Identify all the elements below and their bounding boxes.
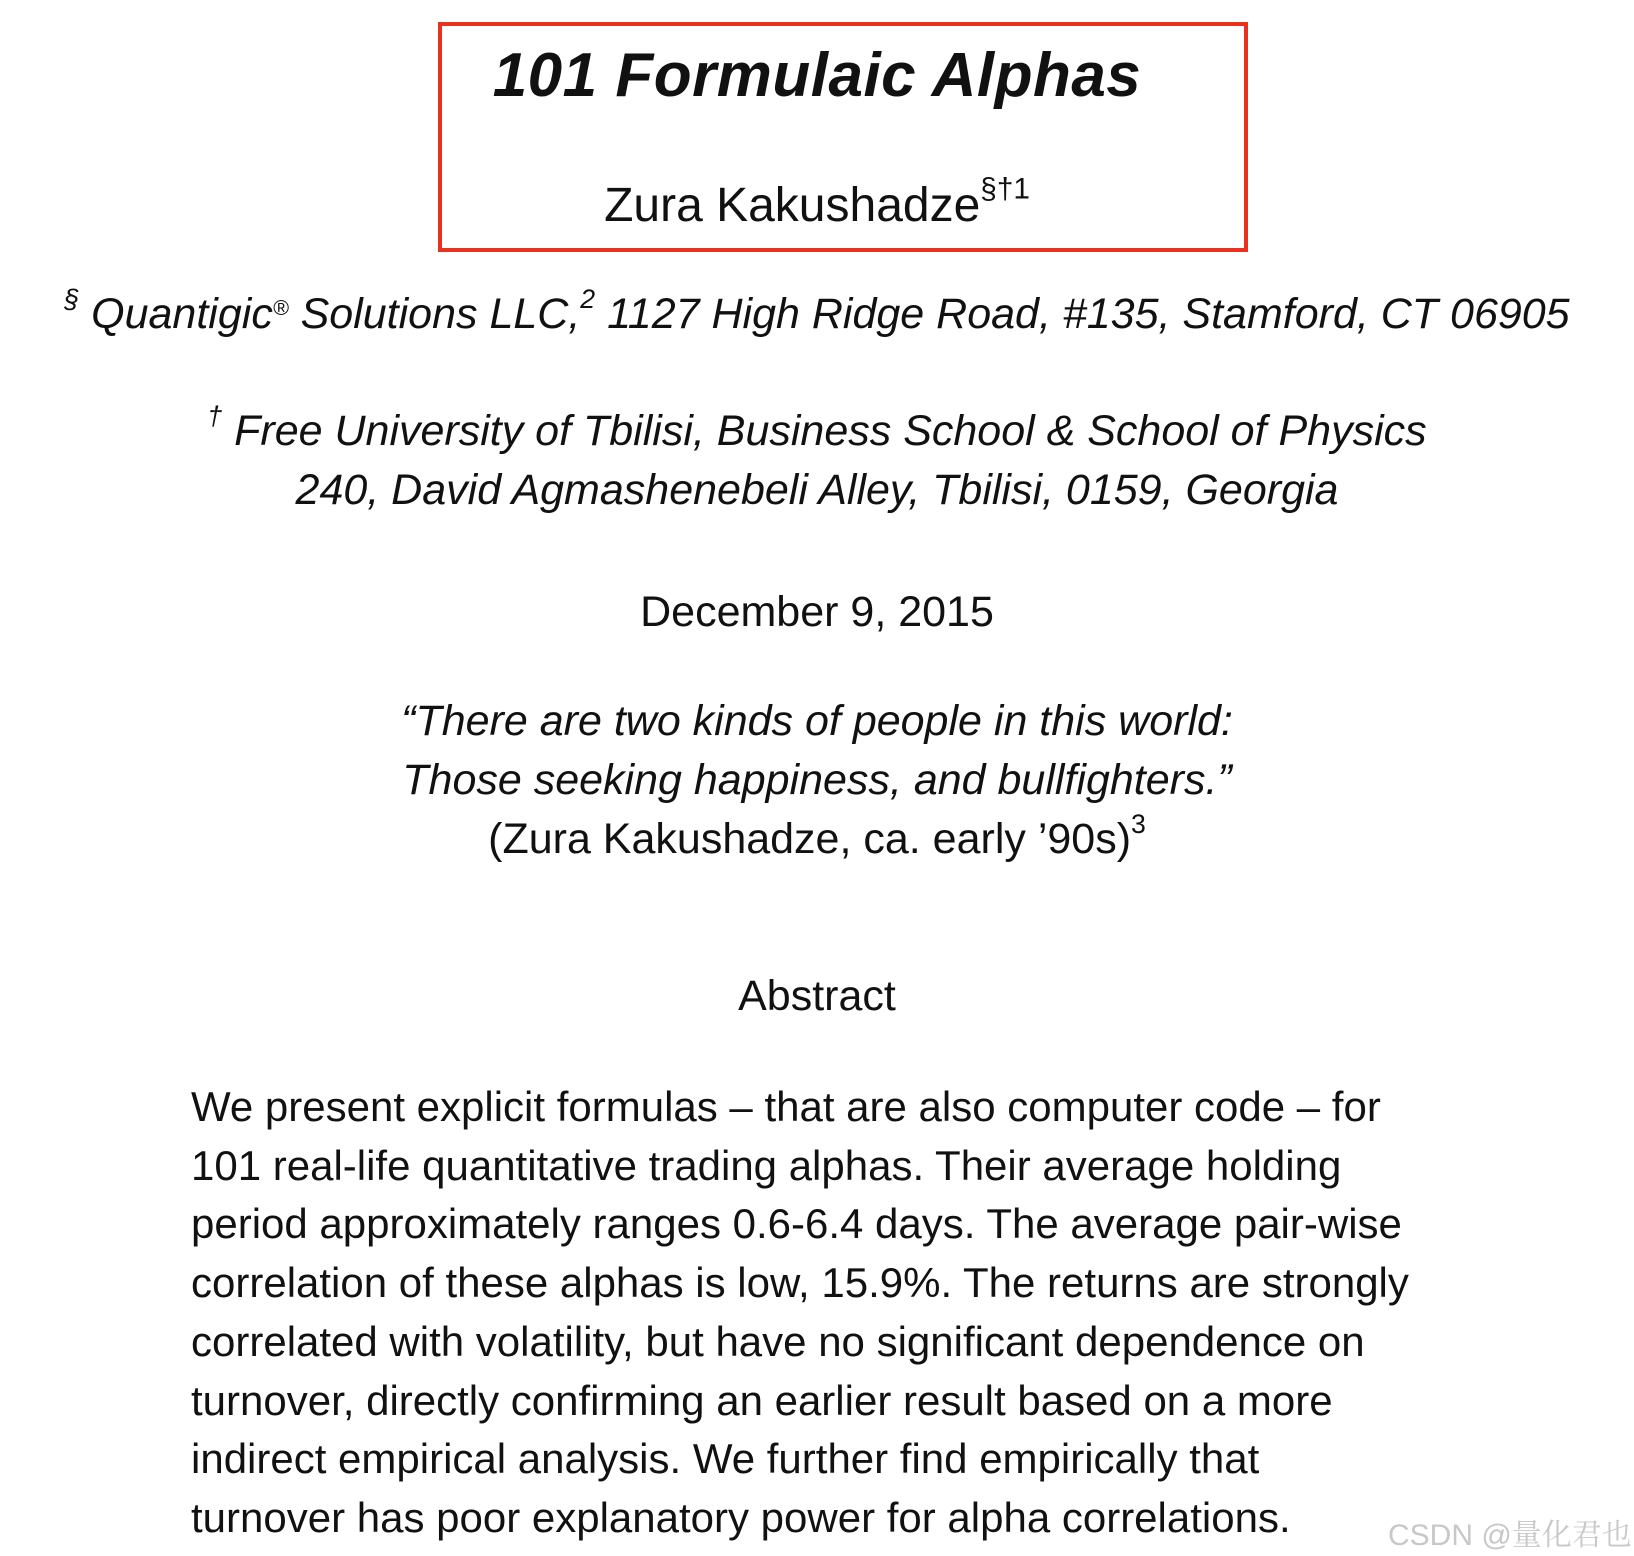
- affiliation-1-footnote: 2: [580, 284, 596, 315]
- epigraph-line-1: “There are two kinds of people in this world:: [401, 697, 1233, 745]
- author-name: Zura Kakushadze: [604, 179, 981, 232]
- affiliation-1-org-suffix: Solutions LLC,: [288, 290, 581, 338]
- affiliation-1: [0, 284, 1634, 339]
- watermark: CSDN @量化君也: [1388, 1519, 1632, 1552]
- abstract-line: We present explicit formulas – that are also computer code – for: [191, 1083, 1381, 1130]
- epigraph-source-text: (Zura Kakushadze, ca. early ’90s): [488, 815, 1132, 863]
- affiliation-1-address: 1127 High Ridge Road, #135, Stamford, CT 06905: [595, 290, 1570, 338]
- affiliation-2-line1: Free University of Tbilisi, Business School & School of Physics: [222, 407, 1427, 455]
- abstract-line: turnover, directly confirming an earlier result based on a more: [191, 1376, 1333, 1424]
- abstract-line: correlated with volatility, but have no significant dependence on: [191, 1317, 1365, 1365]
- paper-title: 101 Formulaic Alphas: [492, 41, 1142, 110]
- abstract-heading: Abstract: [738, 972, 896, 1020]
- registered-mark: ®: [272, 296, 289, 321]
- affiliation-1-mark: §: [64, 284, 80, 315]
- abstract-line: turnover has poor explanatory power for alpha correlations.: [191, 1493, 1291, 1541]
- paper-date: December 9, 2015: [640, 588, 994, 636]
- author-line: [0, 172, 1634, 233]
- affiliation-2-mark: †: [207, 401, 223, 432]
- affiliation-1-org: Quantigic: [91, 290, 273, 338]
- abstract-line: indirect empirical analysis. We further find empirically that: [191, 1435, 1260, 1483]
- abstract-line: correlation of these alphas is low, 15.9%. The returns are strongly: [191, 1259, 1409, 1307]
- abstract-line: period approximately ranges 0.6-6.4 days. The average pair-wise: [191, 1200, 1402, 1248]
- epigraph-line-2: Those seeking happiness, and bullfighters.”: [402, 756, 1232, 804]
- abstract-line: 101 real-life quantitative trading alphas. Their average holding: [191, 1141, 1342, 1189]
- author-footnote-marks: §†1: [980, 172, 1030, 206]
- epigraph-footnote: 3: [1131, 809, 1146, 840]
- affiliation-2: [0, 401, 1634, 456]
- abstract-body: [191, 1078, 1551, 1548]
- affiliation-2-address: 240, David Agmashenebeli Alley, Tbilisi, 0159, Georgia: [295, 466, 1339, 514]
- epigraph-source: [0, 809, 1634, 864]
